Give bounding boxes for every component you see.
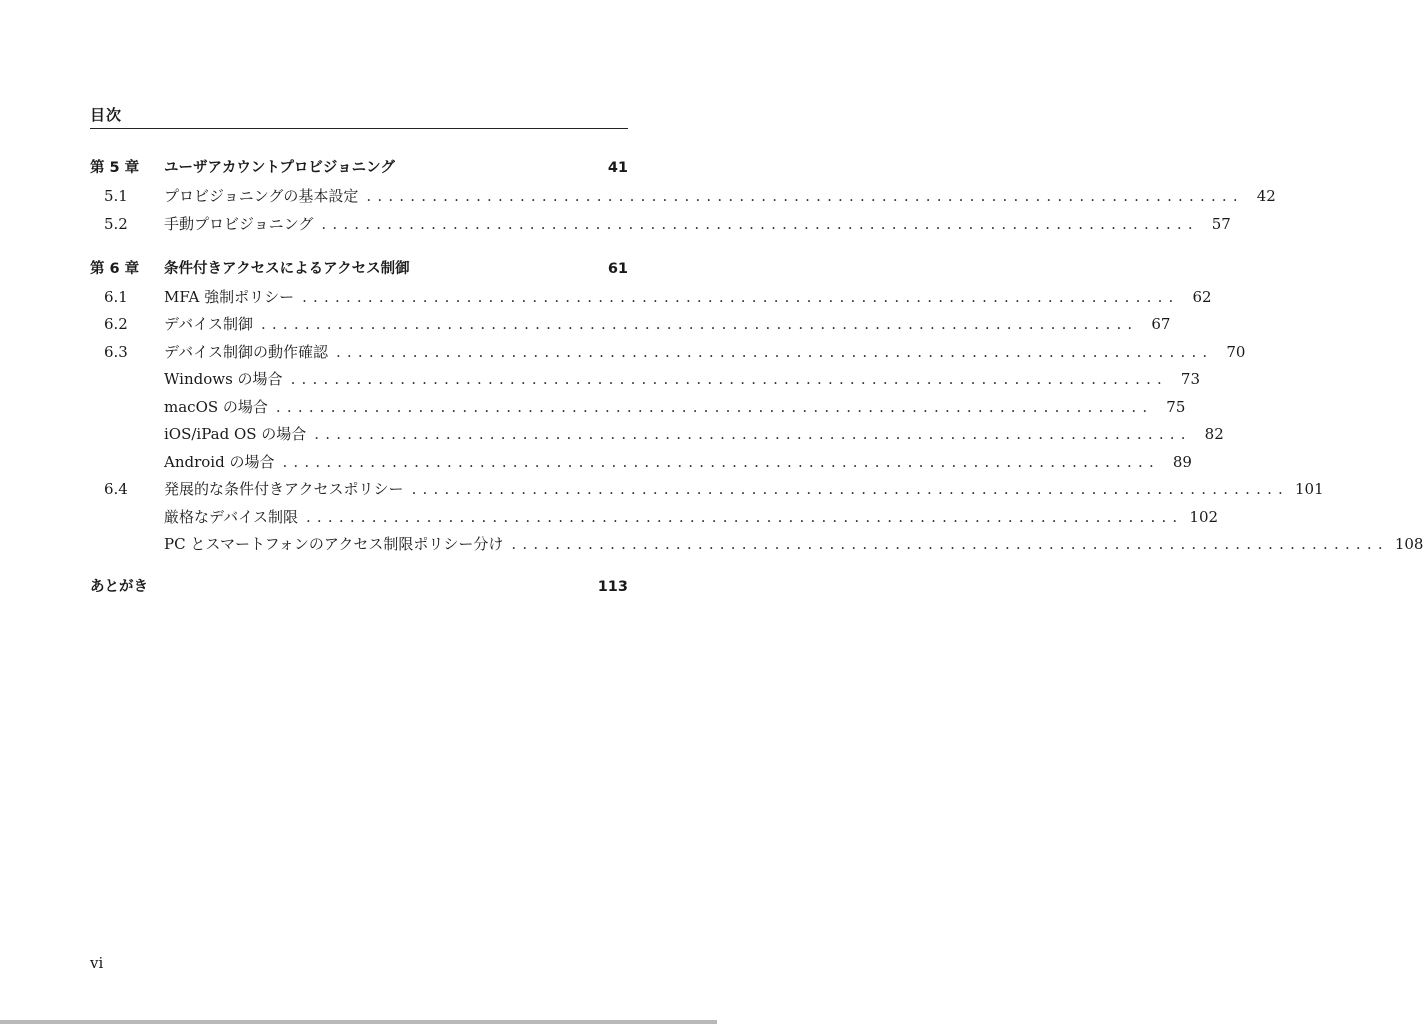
toc-entry-chapter-5[interactable] (90, 157, 628, 179)
toc-entry-5-2[interactable] (90, 213, 1231, 235)
dot-leader: ................................................................................ (314, 425, 1192, 443)
dot-leader: ................................................................................ (260, 315, 1139, 333)
subsection-title: iOS/iPad OS の場合 (164, 425, 307, 443)
toc-entry-chapter-6[interactable] (90, 258, 628, 280)
toc-entry-afterword[interactable] (90, 576, 628, 598)
page-number: 108 (1394, 535, 1423, 553)
dot-leader: ................................................................................ (321, 215, 1199, 233)
page-number: 89 (1172, 453, 1192, 471)
page-number: 62 (1192, 288, 1212, 306)
section-number: 6.3 (104, 343, 128, 361)
dot-leader: ................................................................................ (411, 480, 1290, 498)
section-number: 6.4 (104, 480, 128, 498)
chapter-number: 第 6 章 (90, 261, 140, 277)
subsection-title: Windows の場合 (164, 370, 283, 388)
chapter-title: ユーザアカウントプロビジョニング (164, 160, 395, 176)
dot-leader: ................................................................................ (275, 398, 1154, 416)
subsection-title: Android の場合 (164, 453, 275, 471)
subsection-title: PC とスマートフォンのアクセス制限ポリシー分け (164, 535, 504, 553)
section-title: 手動プロビジョニング (164, 215, 314, 233)
page-number: 101 (1295, 480, 1324, 498)
page-number: 41 (607, 160, 628, 176)
page-bottom-edge (0, 1020, 717, 1024)
toc-entry-windows[interactable] (90, 368, 1201, 390)
page-number: 57 (1211, 215, 1231, 233)
toc-entry-strict-device[interactable] (90, 506, 1219, 528)
toc-entry-5-1[interactable] (90, 185, 1276, 207)
toc-entry-6-3[interactable] (90, 341, 1246, 363)
subsection-title: macOS の場合 (164, 398, 268, 416)
dot-leader: ................................................................................ (335, 343, 1214, 361)
dot-leader: ................................................................................ (290, 370, 1169, 388)
toc-entry-ios-ipados[interactable] (90, 423, 1224, 445)
section-title: デバイス制御 (164, 315, 253, 333)
page-number: 61 (607, 261, 628, 277)
chapter-title: 条件付きアクセスによるアクセス制御 (164, 261, 410, 277)
chapter-number: 第 5 章 (90, 160, 140, 176)
dot-leader: ................................................................................ (366, 187, 1244, 205)
page-number: 113 (597, 579, 628, 595)
page-number: 75 (1166, 398, 1186, 416)
section-title: MFA 強制ポリシー (164, 288, 295, 306)
section-number: 6.2 (104, 315, 128, 333)
dot-leader: ................................................................................ (302, 288, 1180, 306)
page-number: 67 (1151, 315, 1171, 333)
toc-entry-6-1[interactable] (90, 286, 1212, 308)
section-number: 5.2 (104, 215, 128, 233)
section-title: プロビジョニングの基本設定 (164, 187, 359, 205)
dot-leader: ................................................................................ (511, 535, 1389, 553)
page-number: 70 (1226, 343, 1246, 361)
section-title: デバイス制御の動作確認 (164, 343, 328, 361)
section-number: 6.1 (104, 288, 128, 306)
toc-title: 目次 (90, 106, 123, 124)
toc-entry-android[interactable] (90, 451, 1192, 473)
subsection-title: 厳格なデバイス制限 (164, 508, 298, 526)
section-number: 5.1 (104, 187, 128, 205)
section-title: 発展的な条件付きアクセスポリシー (164, 480, 404, 498)
page-number: 82 (1204, 425, 1224, 443)
dot-leader: ................................................................................ (305, 508, 1184, 526)
toc-title-rule (90, 128, 628, 129)
page-number: 73 (1180, 370, 1201, 388)
toc-entry-macos[interactable] (90, 396, 1186, 418)
page-folio: vi (90, 954, 104, 972)
toc-entry-6-4[interactable] (90, 478, 1324, 500)
toc-entry-6-2[interactable] (90, 313, 1171, 335)
page-number: 42 (1256, 187, 1276, 205)
dot-leader: ................................................................................ (282, 453, 1160, 471)
page-number: 102 (1189, 508, 1219, 526)
chapter-title: あとがき (90, 579, 148, 595)
toc-entry-pc-smartphone[interactable] (90, 533, 1423, 555)
